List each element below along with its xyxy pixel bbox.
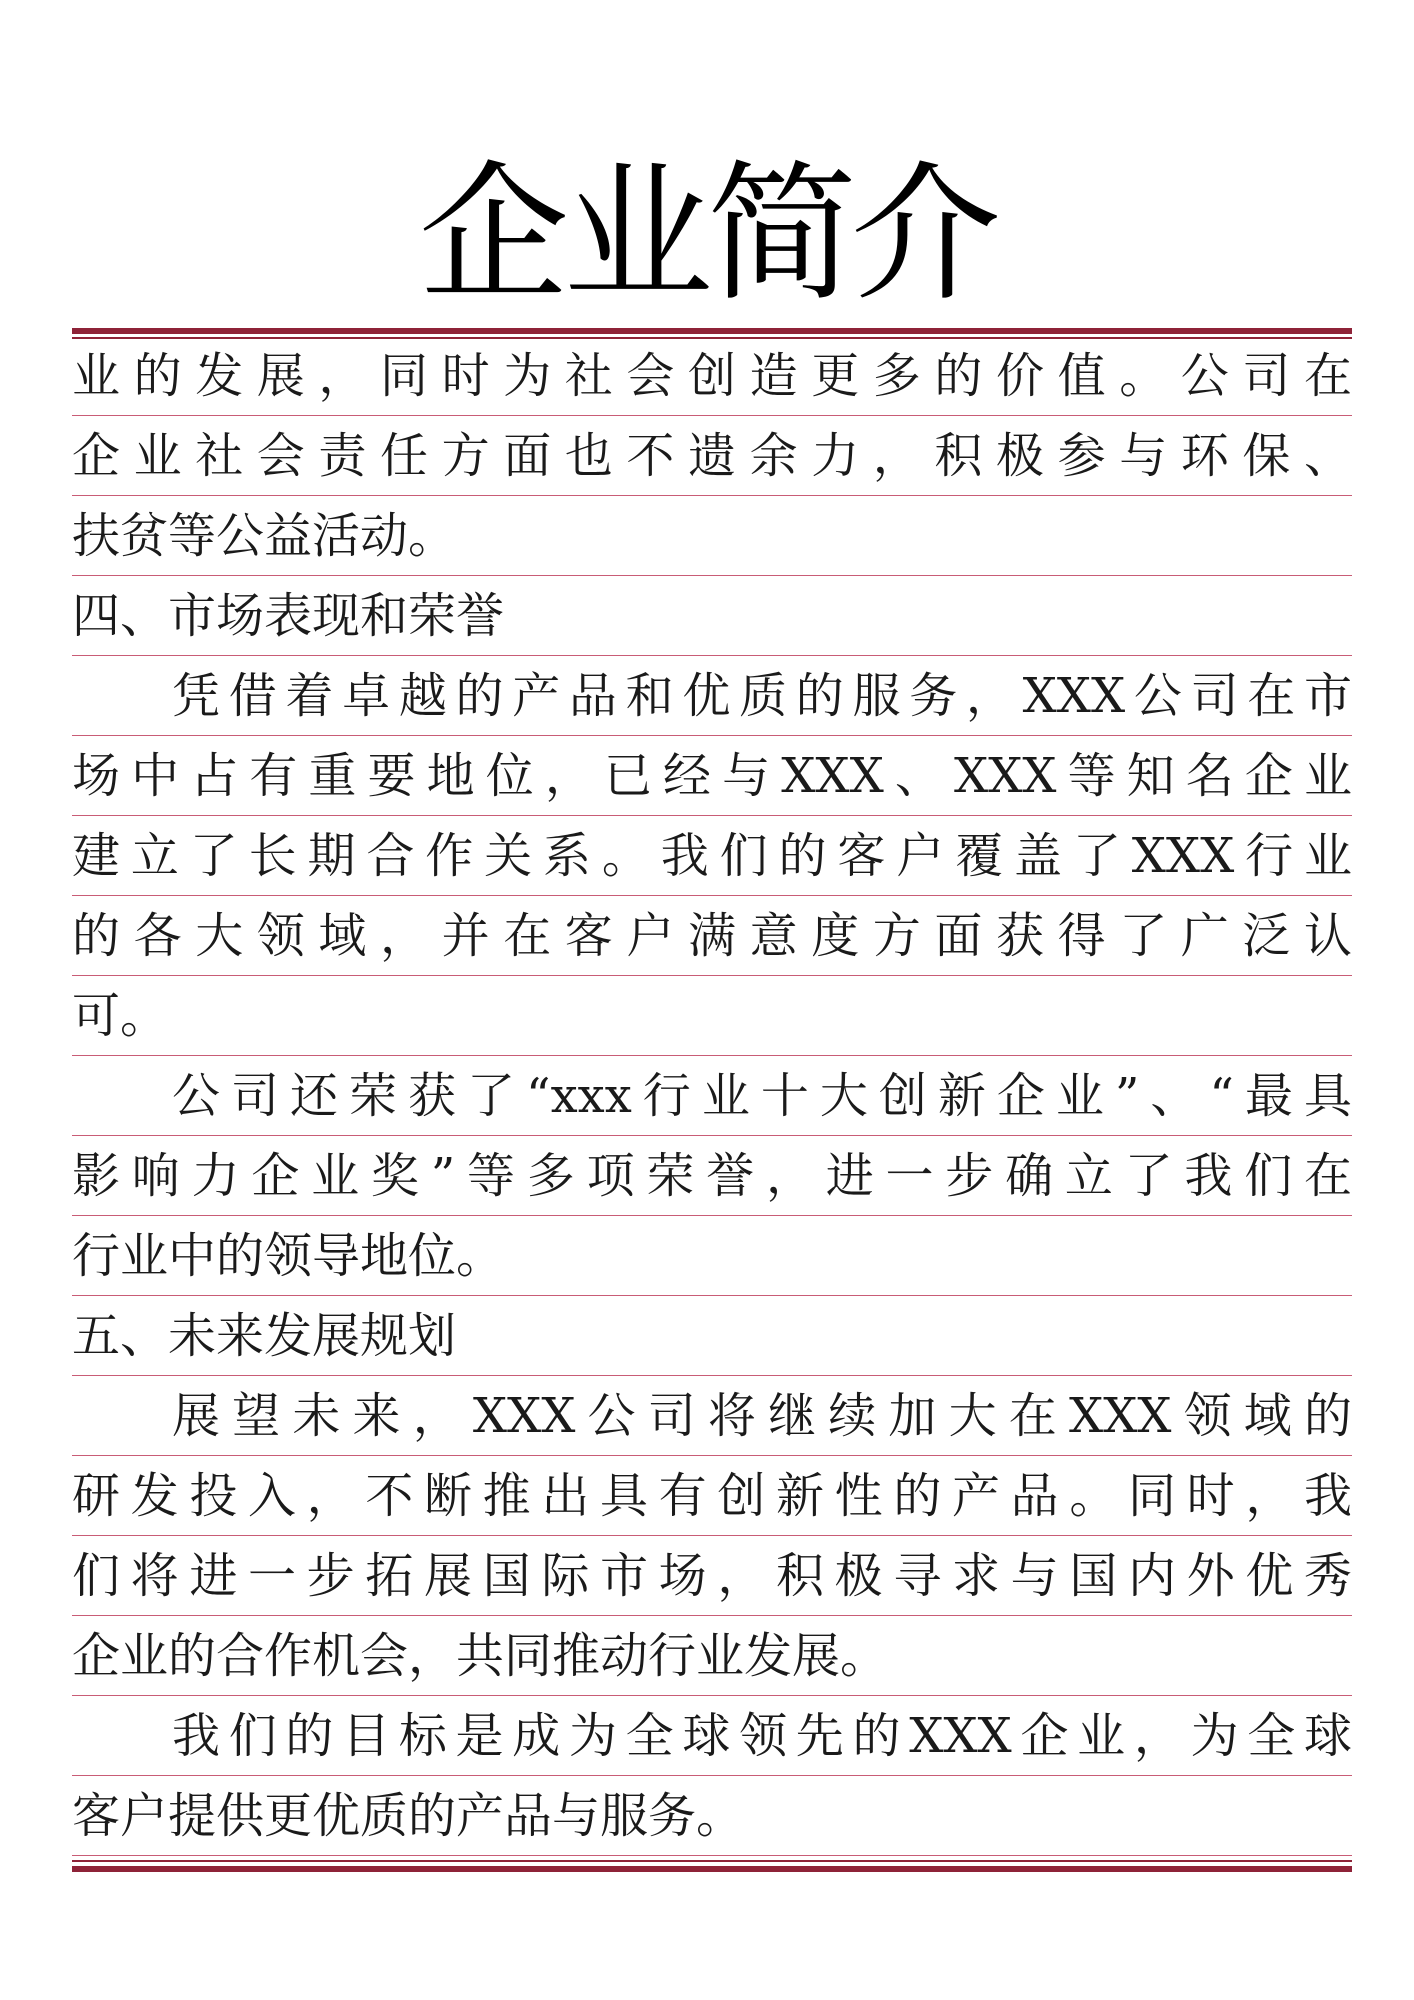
text-line: 场中占有重要地位，已经与XXX、XXX等知名企业	[72, 736, 1352, 816]
text-line: 展望未来，XXX公司将继续加大在XXX领域的	[72, 1376, 1352, 1456]
text-line: 凭借着卓越的产品和优质的服务，XXX公司在市	[72, 656, 1352, 736]
text-line: 建立了长期合作关系。我们的客户覆盖了XXX行业	[72, 816, 1352, 896]
body-text	[72, 336, 1352, 1856]
bottom-divider-thin	[72, 1860, 1352, 1862]
bottom-divider	[72, 1866, 1352, 1872]
text-line: 业的发展，同时为社会创造更多的价值。公司在	[72, 336, 1352, 416]
text-line: 可。	[72, 976, 1352, 1056]
text-line: 企业的合作机会，共同推动行业发展。	[72, 1616, 1352, 1696]
text-line: 行业中的领导地位。	[72, 1216, 1352, 1296]
text-line: 公司还荣获了“xxx行业十大创新企业”、“最具	[72, 1056, 1352, 1136]
text-line: 研发投入，不断推出具有创新性的产品。同时，我	[72, 1456, 1352, 1536]
text-line: 企业社会责任方面也不遗余力，积极参与环保、	[72, 416, 1352, 496]
top-divider	[72, 328, 1352, 334]
text-line: 我们的目标是成为全球领先的XXX企业，为全球	[72, 1696, 1352, 1776]
text-line: 扶贫等公益活动。	[72, 496, 1352, 576]
text-line: 客户提供更优质的产品与服务。	[72, 1776, 1352, 1856]
text-line: 们将进一步拓展国际市场，积极寻求与国内外优秀	[72, 1536, 1352, 1616]
section-heading: 四、市场表现和荣誉	[72, 576, 1352, 656]
text-line: 影响力企业奖”等多项荣誉，进一步确立了我们在	[72, 1136, 1352, 1216]
page-title: 企业简介	[418, 148, 995, 322]
section-heading: 五、未来发展规划	[72, 1296, 1352, 1376]
text-line: 的各大领域，并在客户满意度方面获得了广泛认	[72, 896, 1352, 976]
